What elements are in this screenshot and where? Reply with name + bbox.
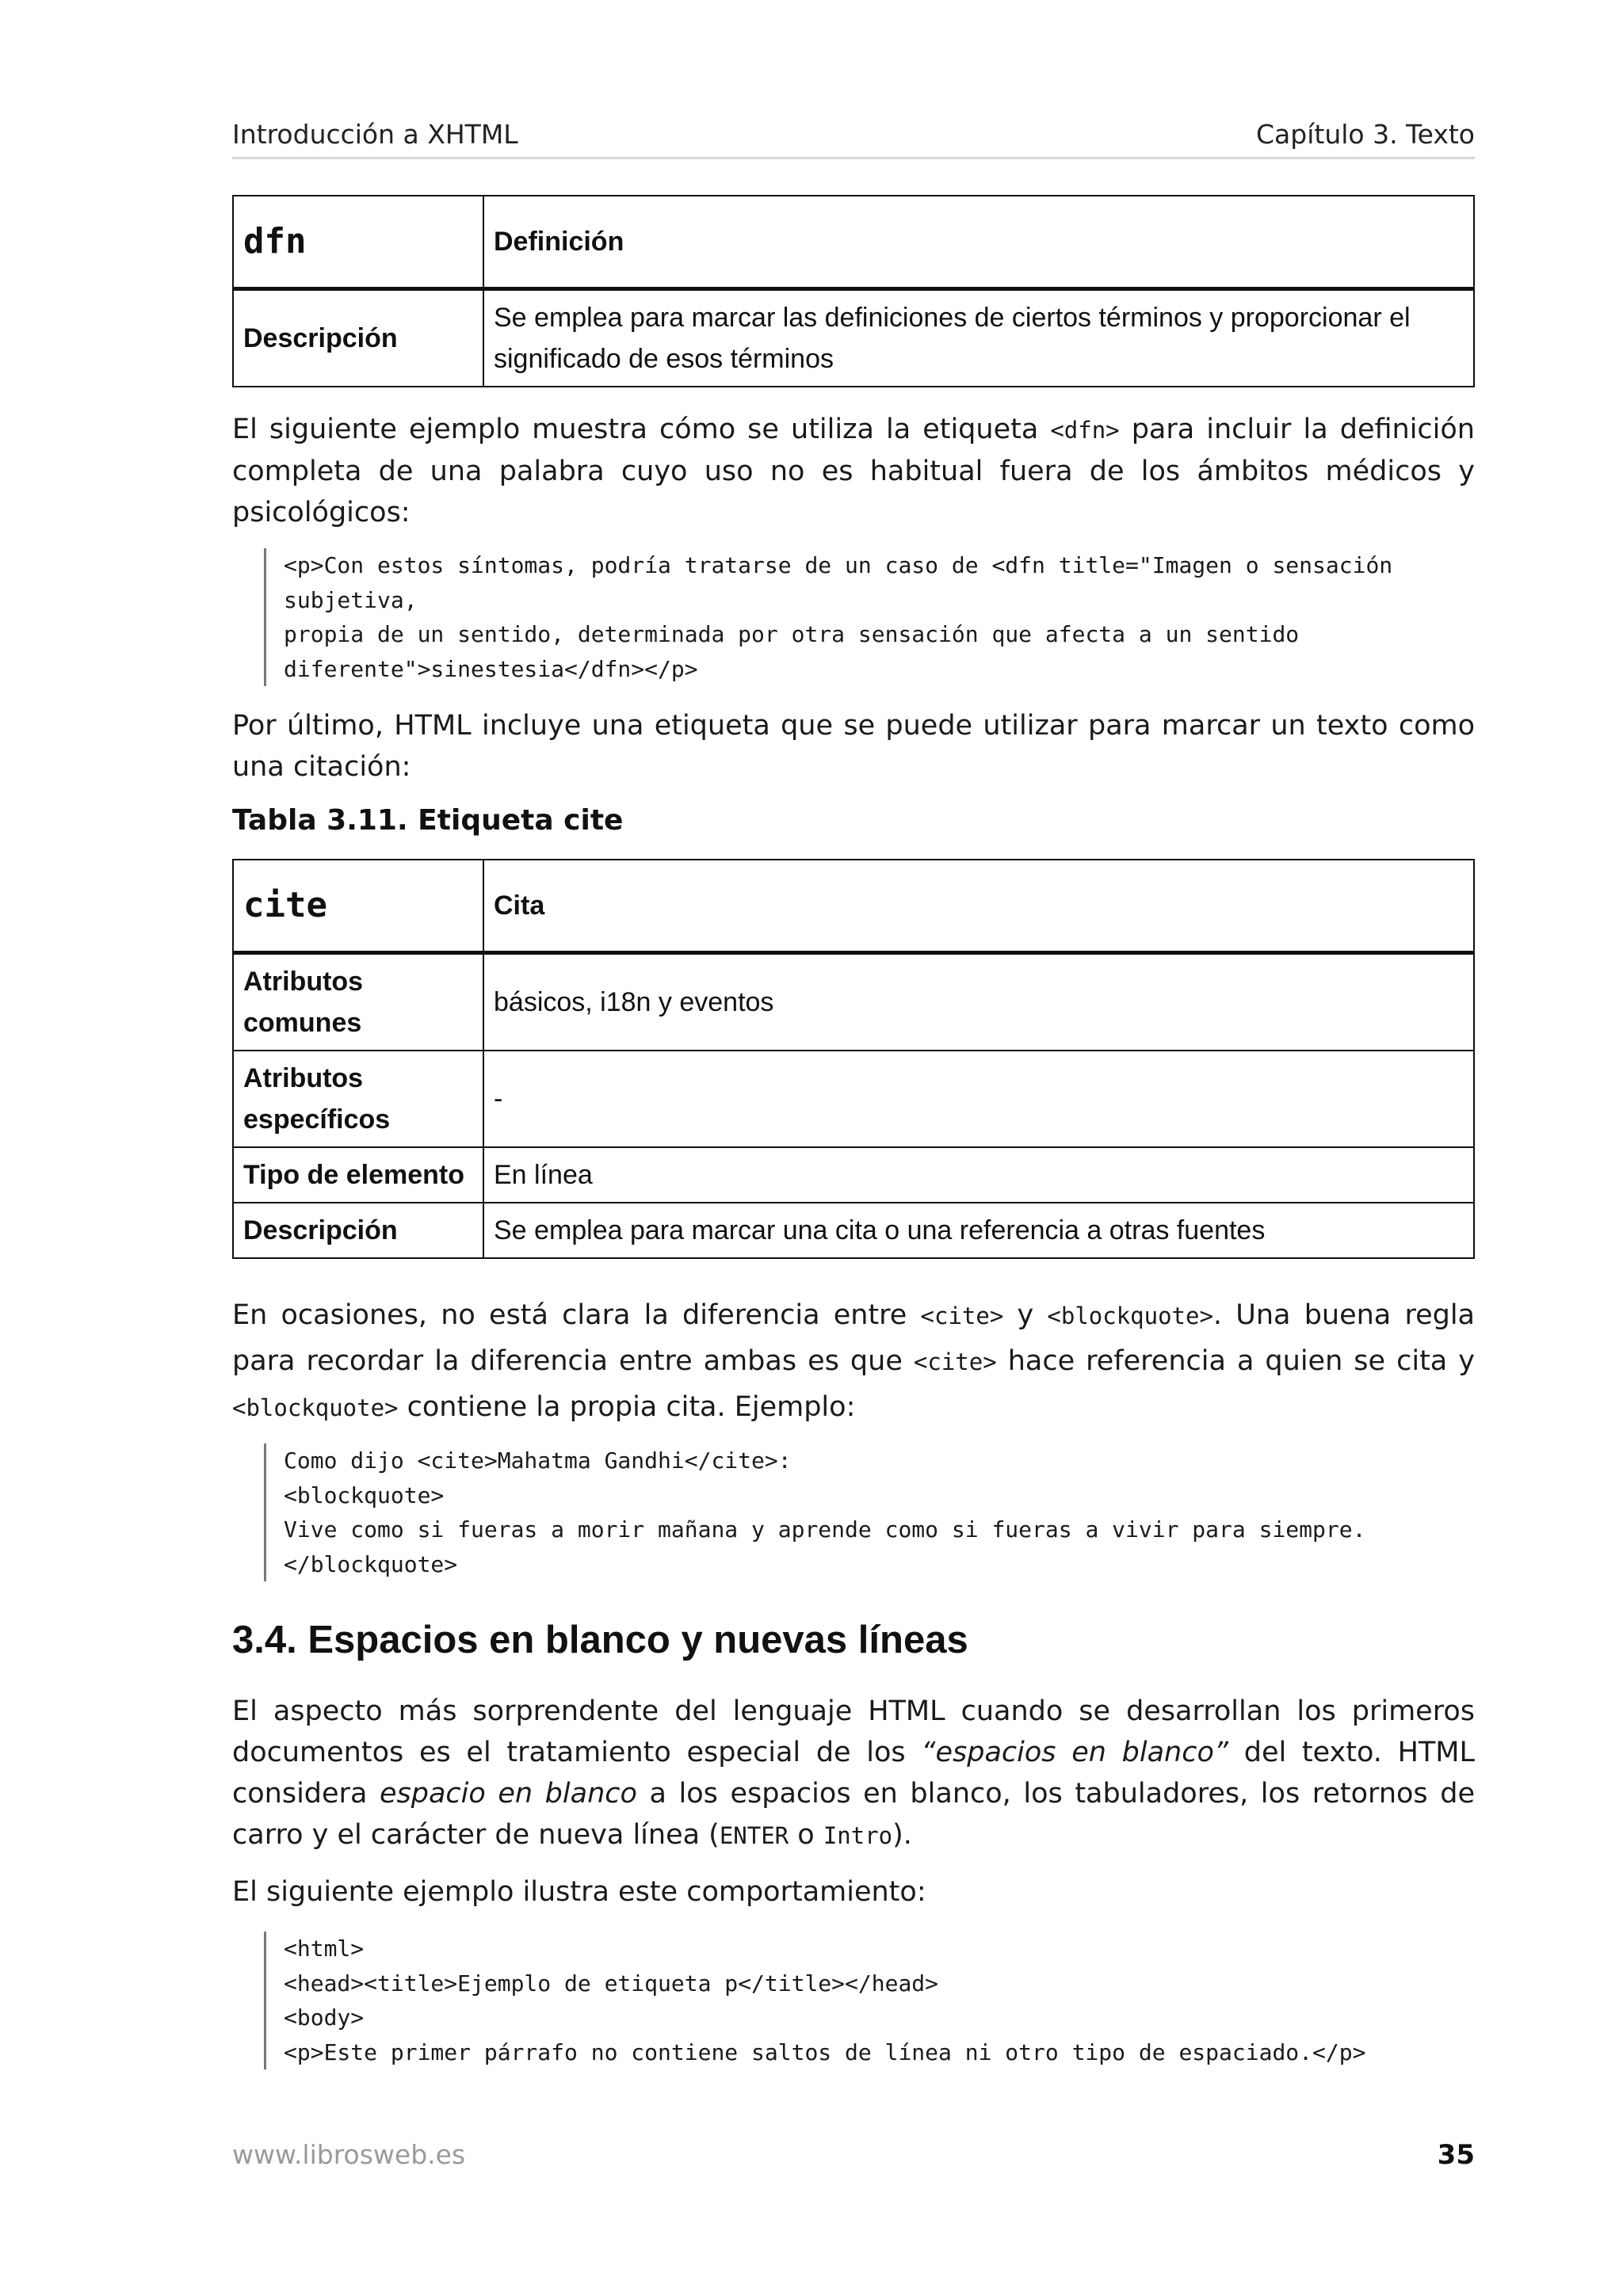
tag-meaning-cell: Cita (483, 860, 1474, 953)
dfn-tag-table (232, 195, 1475, 387)
text-span: y (1003, 1299, 1048, 1331)
table-row (233, 953, 1474, 1051)
paragraph-dfn-intro (232, 409, 1475, 533)
code-block-cite-example: Como dijo <cite>Mahatma Gandhi</cite>: <blockquote> Vive como si fueras a morir mañana y aprende como si fueras a vivir para siempre. </blockquote> (264, 1444, 1488, 1581)
text-span: a los espacios en blanco, los tabuladores, los retornos de carro y el carácter de nueva línea ( (232, 1778, 1475, 1851)
header-book-title: Introducción a XHTML (232, 119, 518, 150)
emphasis: espacio en blanco (379, 1778, 637, 1810)
table-row (233, 1147, 1474, 1203)
section-heading: 3.4. Espacios en blanco y nuevas líneas (232, 1619, 968, 1661)
paragraph-whitespace (232, 1691, 1475, 1856)
table-row (233, 1051, 1474, 1147)
page-header (232, 119, 1475, 159)
cite-tag-table (232, 859, 1475, 1259)
paragraph-cite-intro: Por último, HTML incluye una etiqueta que se puede utilizar para marcar un texto como una citación: (232, 710, 1475, 783)
text-span: o (789, 1819, 823, 1851)
row-value: - (483, 1051, 1474, 1147)
text-span: para incluir la definición completa de una palabra cuyo uso no es habitual fuera de los ámbitos médicos y psicológicos: (232, 414, 1475, 528)
row-label: Descripción (233, 289, 483, 387)
table-row (233, 1203, 1474, 1258)
tag-meaning-cell: Definición (483, 196, 1474, 289)
emphasis: “espacios en blanco” (921, 1737, 1229, 1768)
paragraph-example-intro: El siguiente ejemplo ilustra este comportamiento: (232, 1876, 926, 1908)
page-number: 35 (1437, 2139, 1475, 2171)
tag-name-cell: dfn (233, 196, 483, 289)
text-span: hace referencia a quien se cita y (996, 1345, 1476, 1377)
row-label: Descripción (233, 1203, 483, 1258)
text-span: . Una buena regla para recordar la diferencia entre ambas es que (232, 1299, 1475, 1377)
row-value: Se emplea para marcar una cita o una referencia a otras fuentes (483, 1203, 1474, 1258)
text-span: El siguiente ejemplo muestra cómo se utiliza la etiqueta (232, 414, 1051, 445)
table-header-row (233, 196, 1474, 289)
text-span: contiene la propia cita. Ejemplo: (398, 1391, 856, 1423)
tag-name-cell: cite (233, 860, 483, 953)
text-span: En ocasiones, no está clara la diferencia entre (232, 1299, 921, 1331)
inline-code: <cite> (913, 1348, 997, 1375)
inline-code: Intro (823, 1822, 893, 1849)
inline-code: ENTER (719, 1822, 789, 1849)
text-span: del texto. HTML considera (232, 1737, 1476, 1810)
text-span: ). (892, 1819, 912, 1851)
table-header-row (233, 860, 1474, 953)
text-span: El aspecto más sorprendente del lenguaje HTML cuando se desarrollan los primeros documentos es el tratamiento especial de los (232, 1695, 1475, 1768)
table-caption: Tabla 3.11. Etiqueta cite (232, 804, 624, 837)
row-label: Tipo de elemento (233, 1147, 483, 1203)
footer-website: www.librosweb.es (232, 2139, 466, 2170)
table-row (233, 289, 1474, 387)
inline-code: <blockquote> (1047, 1302, 1213, 1329)
header-chapter-title: Capítulo 3. Texto (1256, 119, 1475, 150)
code-block-dfn-example: <p>Con estos síntomas, podría tratarse de un caso de <dfn title="Imagen o sensación subjetiva, propia de un sentido, determinada por otra sensación que afecta a un sentido diferente">sinestesia</dfn></p> (264, 548, 1488, 686)
inline-code: <dfn> (1050, 417, 1120, 444)
row-value: básicos, i18n y eventos (483, 953, 1474, 1051)
inline-code: <blockquote> (232, 1394, 399, 1421)
code-block-whitespace-example: <html> <head><title>Ejemplo de etiqueta p</title></head> <body> <p>Este primer párrafo no contiene saltos de línea ni otro tipo de espaciado.</p> (264, 1932, 1488, 2069)
row-value: Se emplea para marcar las definiciones de ciertos términos y proporcionar el significado de esos términos (483, 289, 1474, 387)
row-value: En línea (483, 1147, 1474, 1203)
inline-code: <cite> (920, 1302, 1004, 1329)
paragraph-cite-vs-blockquote (232, 1293, 1475, 1431)
row-label: Atributos comunes (233, 953, 483, 1051)
row-label: Atributos específicos (233, 1051, 483, 1147)
